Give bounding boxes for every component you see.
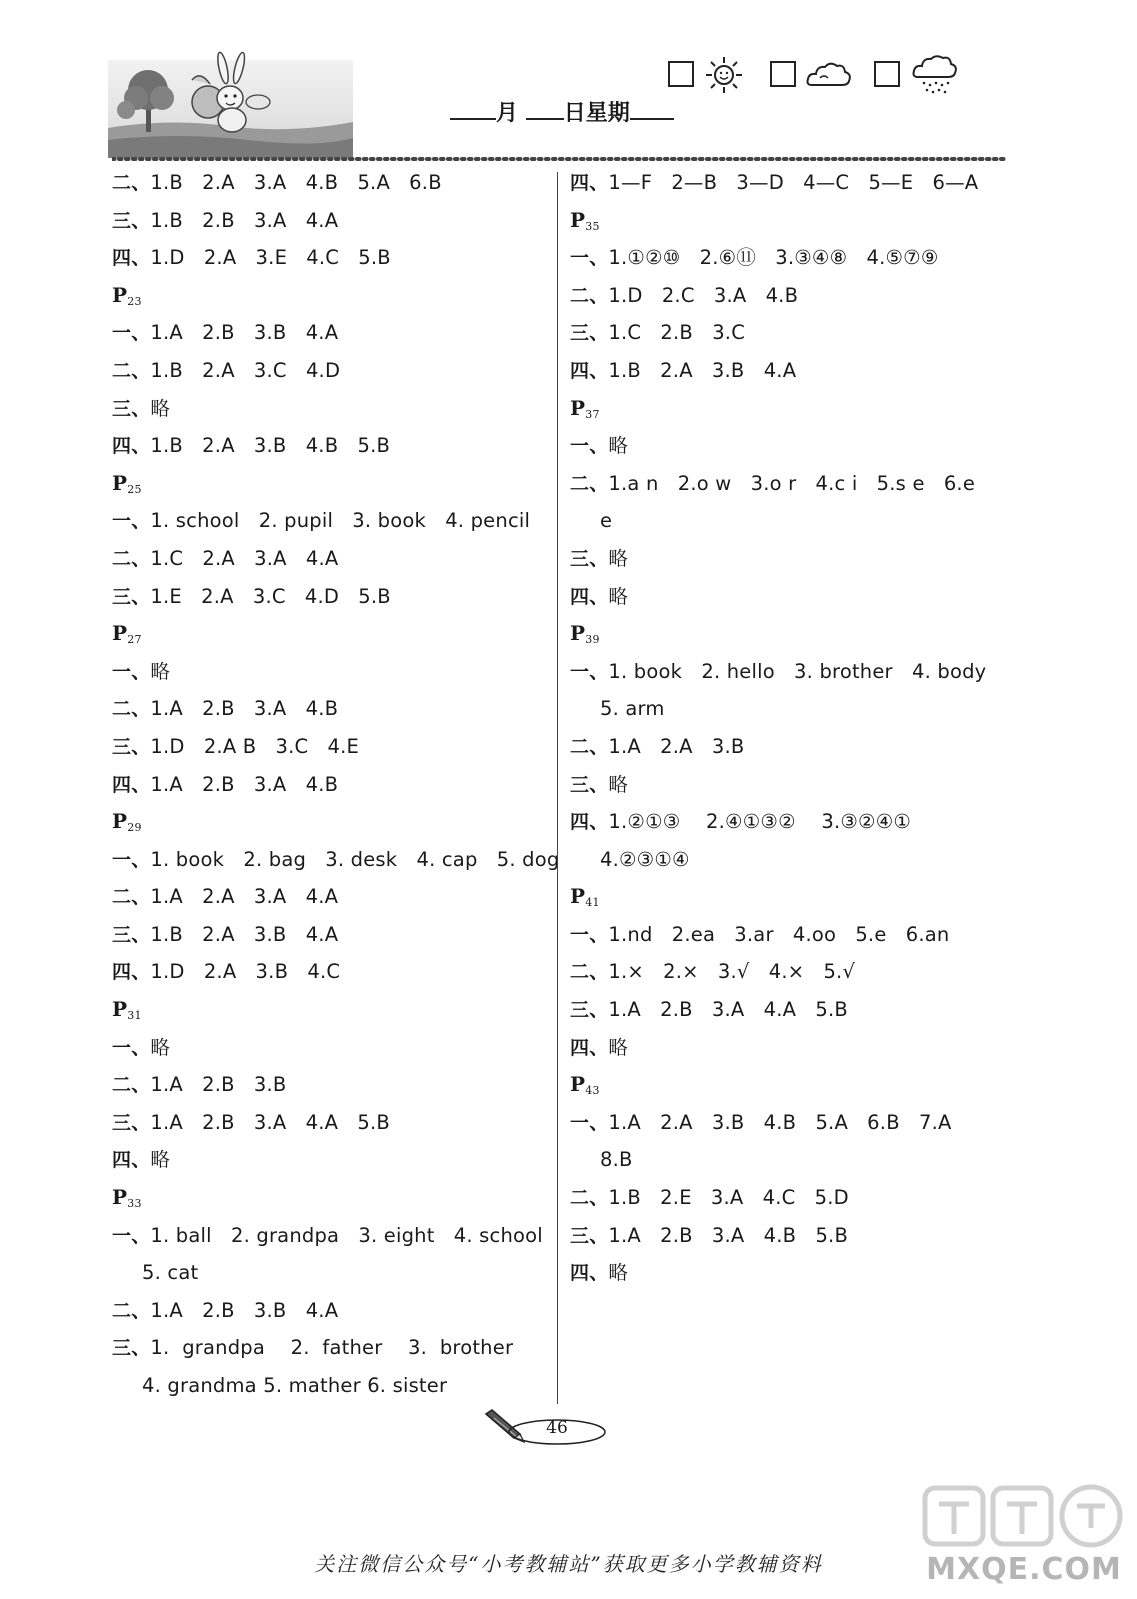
page-heading-label: $P_{35}$ (570, 207, 600, 233)
answer-line (112, 1292, 552, 1330)
answer-text: 1. book 2. hello 3. brother 4. body (608, 659, 987, 683)
section-number: 四、 (112, 773, 151, 796)
page-heading (570, 390, 1010, 428)
page-heading-number: 27 (127, 633, 142, 647)
date-line (450, 96, 720, 132)
answer-text: 1.B 2.A 3.B 4.B 5.B (150, 434, 391, 458)
answer-text: 1.D 2.A B 3.C 4.E (150, 734, 360, 758)
section-number: 二、 (112, 547, 151, 570)
answer-text: 1.A 2.B 3.A 4.A 5.B (150, 1110, 390, 1134)
page-heading-number: 37 (585, 407, 600, 421)
section-number: 四、 (570, 1036, 609, 1059)
answer-text: 1.a n 2.o w 3.o r 4.c i 5.s e 6.e (608, 471, 976, 495)
answer-text: 4.②③①④ (600, 847, 690, 871)
answer-line-continuation (570, 1141, 1010, 1179)
answer-text: 略 (150, 659, 171, 683)
answer-line (112, 1141, 552, 1179)
page-heading (570, 878, 1010, 916)
answer-line (112, 841, 560, 879)
page-heading (570, 1066, 1010, 1104)
section-number: 三、 (112, 735, 151, 758)
page-heading-number: 23 (127, 294, 142, 308)
section-number: 一、 (112, 660, 151, 683)
section-number: 二、 (112, 1299, 151, 1322)
section-number: 二、 (112, 698, 151, 721)
answer-text: 1.× 2.× 3.√ 4.× 5.√ (608, 960, 856, 984)
answer-text: 1.B 2.A 3.B 4.A (150, 922, 339, 946)
page-heading (112, 1179, 552, 1217)
answer-line (570, 239, 1010, 277)
answer-text: 1.A 2.A 3.B 4.B 5.A 6.B 7.A (608, 1110, 952, 1134)
section-number: 二、 (570, 472, 609, 495)
answer-line (570, 465, 1010, 503)
sun-icon (704, 55, 744, 95)
page-heading-label: $P_{33}$ (112, 1185, 142, 1211)
answer-line (570, 352, 1010, 390)
answer-text: 略 (608, 546, 629, 570)
answer-line (112, 502, 552, 540)
answer-text: 1.①②⑩ 2.⑥⑪ 3.③④⑧ 4.⑤⑦⑨ (608, 246, 939, 270)
answer-text: 1.A 2.A 3.B (608, 734, 745, 758)
section-number: 二、 (570, 284, 609, 307)
answer-line (112, 164, 552, 202)
section-number: 二、 (112, 172, 151, 194)
day-blank[interactable] (526, 96, 564, 120)
section-number: 三、 (112, 1111, 151, 1134)
answer-line (570, 728, 1010, 766)
page-heading-label: $P_{43}$ (570, 1072, 600, 1098)
section-number: 三、 (112, 1337, 151, 1360)
section-number: 三、 (570, 322, 609, 345)
answer-line (570, 314, 1010, 352)
answer-line (112, 1066, 552, 1104)
answer-line (112, 352, 552, 390)
pencil-icon (486, 1410, 524, 1442)
answer-text: 1.A 2.B 3.A 4.B 5.B (608, 1223, 849, 1247)
answer-text: 1.A 2.B 3.A 4.A 5.B (608, 998, 848, 1022)
section-number: 一、 (570, 435, 609, 458)
answer-line (570, 1217, 1010, 1255)
answer-line (112, 390, 552, 428)
section-number: 二、 (112, 359, 151, 382)
answer-line-continuation (112, 1367, 552, 1405)
section-number: 四、 (570, 359, 609, 382)
answer-line (570, 578, 1010, 616)
answer-line (112, 314, 552, 352)
page-heading (112, 803, 552, 841)
page-heading-number: 41 (585, 896, 600, 910)
section-number: 二、 (570, 735, 609, 758)
answer-text: 1. ball 2. grandpa 3. eight 4. school (150, 1223, 543, 1247)
answer-line (112, 1329, 552, 1367)
section-number: 三、 (570, 773, 609, 796)
rain-icon (912, 55, 960, 95)
section-number: 一、 (570, 923, 609, 946)
answer-text: 1.B 2.A 3.C 4.D (150, 358, 341, 382)
page-heading-number: 33 (127, 1197, 142, 1211)
answer-line (112, 1217, 552, 1255)
section-number: 四、 (112, 961, 151, 984)
answer-line (570, 766, 1010, 804)
answer-text: 1.B 2.E 3.A 4.C 5.D (608, 1186, 849, 1210)
header-illustration (108, 40, 358, 158)
day-weekday-label: 日星期 (563, 100, 630, 126)
answer-line-continuation (570, 502, 1010, 540)
page-heading-label: $P_{29}$ (112, 809, 142, 835)
section-number: 三、 (570, 1224, 609, 1247)
answer-line (570, 991, 1010, 1029)
section-number: 一、 (112, 510, 151, 533)
section-number: 二、 (570, 961, 609, 984)
page-heading-label: $P_{31}$ (112, 997, 142, 1023)
answer-line (570, 164, 1010, 202)
answer-line (112, 916, 552, 954)
answer-line (570, 916, 1010, 954)
watermark-text: MXQE.COM (926, 1552, 1122, 1587)
section-number: 四、 (570, 811, 609, 834)
answer-text: 5. arm (600, 697, 665, 721)
answer-line (570, 953, 1010, 991)
answer-text: 1.nd 2.ea 3.ar 4.oo 5.e 6.an (608, 922, 950, 946)
answer-line (570, 653, 1010, 691)
answer-line (112, 202, 552, 240)
month-blank[interactable] (450, 96, 496, 120)
answer-line (570, 427, 1010, 465)
cloud-icon (806, 59, 852, 91)
month-label: 月 (496, 100, 519, 126)
section-number: 三、 (112, 585, 151, 608)
section-number: 一、 (112, 322, 151, 345)
answer-text: 略 (150, 396, 171, 420)
answer-text: 略 (608, 584, 629, 608)
answer-line (570, 1254, 1010, 1292)
answer-line (112, 540, 552, 578)
page-heading-label: $P_{27}$ (112, 621, 142, 647)
page-heading-number: 43 (585, 1084, 600, 1098)
section-number: 一、 (112, 1036, 151, 1059)
answer-text: 8.B (600, 1148, 633, 1172)
right-answer-column (570, 164, 1010, 1292)
section-number: 二、 (112, 886, 151, 909)
answer-text: 1.C 2.B 3.C (608, 321, 746, 345)
answer-text: 略 (608, 772, 629, 796)
section-number: 一、 (112, 848, 151, 871)
answer-text: 1.D 2.A 3.B 4.C (150, 960, 341, 984)
answer-text: 4. grandma 5. mather 6. sister (142, 1374, 448, 1397)
page-heading (570, 615, 1010, 653)
section-number: 三、 (112, 209, 151, 232)
page-heading-label: $P_{39}$ (570, 621, 600, 647)
section-number: 四、 (570, 1262, 609, 1285)
weekday-blank[interactable] (630, 96, 674, 120)
answer-line (112, 653, 552, 691)
answer-line (112, 728, 552, 766)
answer-line (112, 1029, 552, 1067)
left-answer-column (112, 164, 560, 1405)
section-number: 一、 (112, 1224, 151, 1247)
answer-text: 1.B 2.B 3.A 4.A (150, 208, 339, 232)
answer-line (112, 427, 552, 465)
section-number: 四、 (112, 1149, 151, 1172)
weather-selector (660, 55, 1005, 95)
page-heading-number: 29 (127, 821, 142, 835)
answer-text: 1—F 2—B 3—D 4—C 5—E 6—A (608, 171, 979, 194)
promo-footer: 关注微信公众号“小考教辅站”获取更多小学教辅资料 (314, 1552, 823, 1576)
page-heading (112, 465, 552, 503)
answer-text: 1.A 2.B 3.B (150, 1073, 287, 1097)
rainy-checkbox[interactable] (874, 61, 900, 87)
dotted-divider (112, 154, 1007, 164)
cloudy-checkbox[interactable] (770, 61, 796, 87)
answer-text: 略 (150, 1148, 171, 1172)
page-heading-number: 25 (127, 482, 142, 496)
page-heading-number: 39 (585, 633, 600, 647)
answer-line (112, 953, 552, 991)
answer-line (112, 690, 552, 728)
answer-line (570, 540, 1010, 578)
answer-text: 1.D 2.A 3.E 4.C 5.B (150, 246, 391, 270)
section-number: 二、 (112, 1074, 151, 1097)
section-number: 一、 (570, 247, 609, 270)
answer-line (112, 239, 552, 277)
page-heading (112, 277, 552, 315)
answer-line (112, 1104, 552, 1142)
answer-text: 1.E 2.A 3.C 4.D 5.B (150, 584, 391, 608)
section-number: 四、 (112, 247, 151, 270)
answer-text: 略 (608, 1261, 629, 1285)
page-heading-label: $P_{23}$ (112, 282, 142, 308)
column-divider (557, 172, 558, 1404)
sunny-checkbox[interactable] (668, 61, 694, 87)
page-heading (570, 202, 1010, 240)
section-number: 二、 (570, 1187, 609, 1210)
section-number: 一、 (570, 1111, 609, 1134)
answer-text: 略 (150, 1035, 171, 1059)
section-number: 三、 (570, 999, 609, 1022)
section-number: 三、 (570, 547, 609, 570)
answer-line-continuation (112, 1254, 552, 1292)
section-number: 三、 (112, 923, 151, 946)
answer-text: 1.A 2.B 3.A 4.B (150, 697, 339, 721)
answer-line (570, 1104, 1010, 1142)
page-heading-number: 31 (127, 1009, 142, 1023)
answer-line-continuation (570, 841, 1010, 879)
answer-text: 1.B 2.A 3.B 4.A (608, 358, 797, 382)
answer-text: 1.B 2.A 3.A 4.B 5.A 6.B (150, 171, 442, 194)
answer-text: 1.A 2.B 3.A 4.B (150, 772, 339, 796)
page-heading (112, 615, 552, 653)
answer-text: 1.A 2.B 3.B 4.A (150, 321, 339, 345)
page-heading-label: $P_{25}$ (112, 470, 142, 496)
answer-text: 5. cat (142, 1261, 199, 1285)
page-number: 46 (546, 1418, 568, 1438)
page-heading (112, 991, 552, 1029)
answer-text: 1.A 2.A 3.A 4.A (150, 885, 339, 909)
answer-text: 1.②①③ 2.④①③② 3.③②④① (608, 810, 912, 834)
answer-line (570, 1179, 1010, 1217)
section-number: 四、 (570, 585, 609, 608)
answer-text: 略 (608, 1035, 629, 1059)
page-heading-label: $P_{41}$ (570, 884, 600, 910)
section-number: 四、 (570, 172, 609, 194)
answer-text: e (600, 509, 613, 533)
page-heading-number: 35 (585, 219, 600, 233)
answer-text: 略 (608, 434, 629, 458)
answer-text: 1.C 2.A 3.A 4.A (150, 546, 339, 570)
answer-line (570, 1029, 1010, 1067)
answer-line (112, 578, 552, 616)
section-number: 一、 (570, 660, 609, 683)
section-number: 三、 (112, 397, 151, 420)
answer-text: 1. school 2. pupil 3. book 4. pencil (150, 509, 531, 533)
answer-text: 1.A 2.B 3.B 4.A (150, 1298, 339, 1322)
answer-line (570, 277, 1010, 315)
page-heading-label: $P_{37}$ (570, 395, 600, 421)
answer-line (570, 803, 1010, 841)
answer-text: 1.D 2.C 3.A 4.B (608, 283, 799, 307)
section-number: 四、 (112, 435, 151, 458)
answer-text: 1. book 2. bag 3. desk 4. cap 5. dog (150, 847, 560, 871)
answer-line-continuation (570, 690, 1010, 728)
answer-text: 1. grandpa 2. father 3. brother (150, 1336, 514, 1360)
answer-line (112, 766, 552, 804)
answer-line (112, 878, 552, 916)
